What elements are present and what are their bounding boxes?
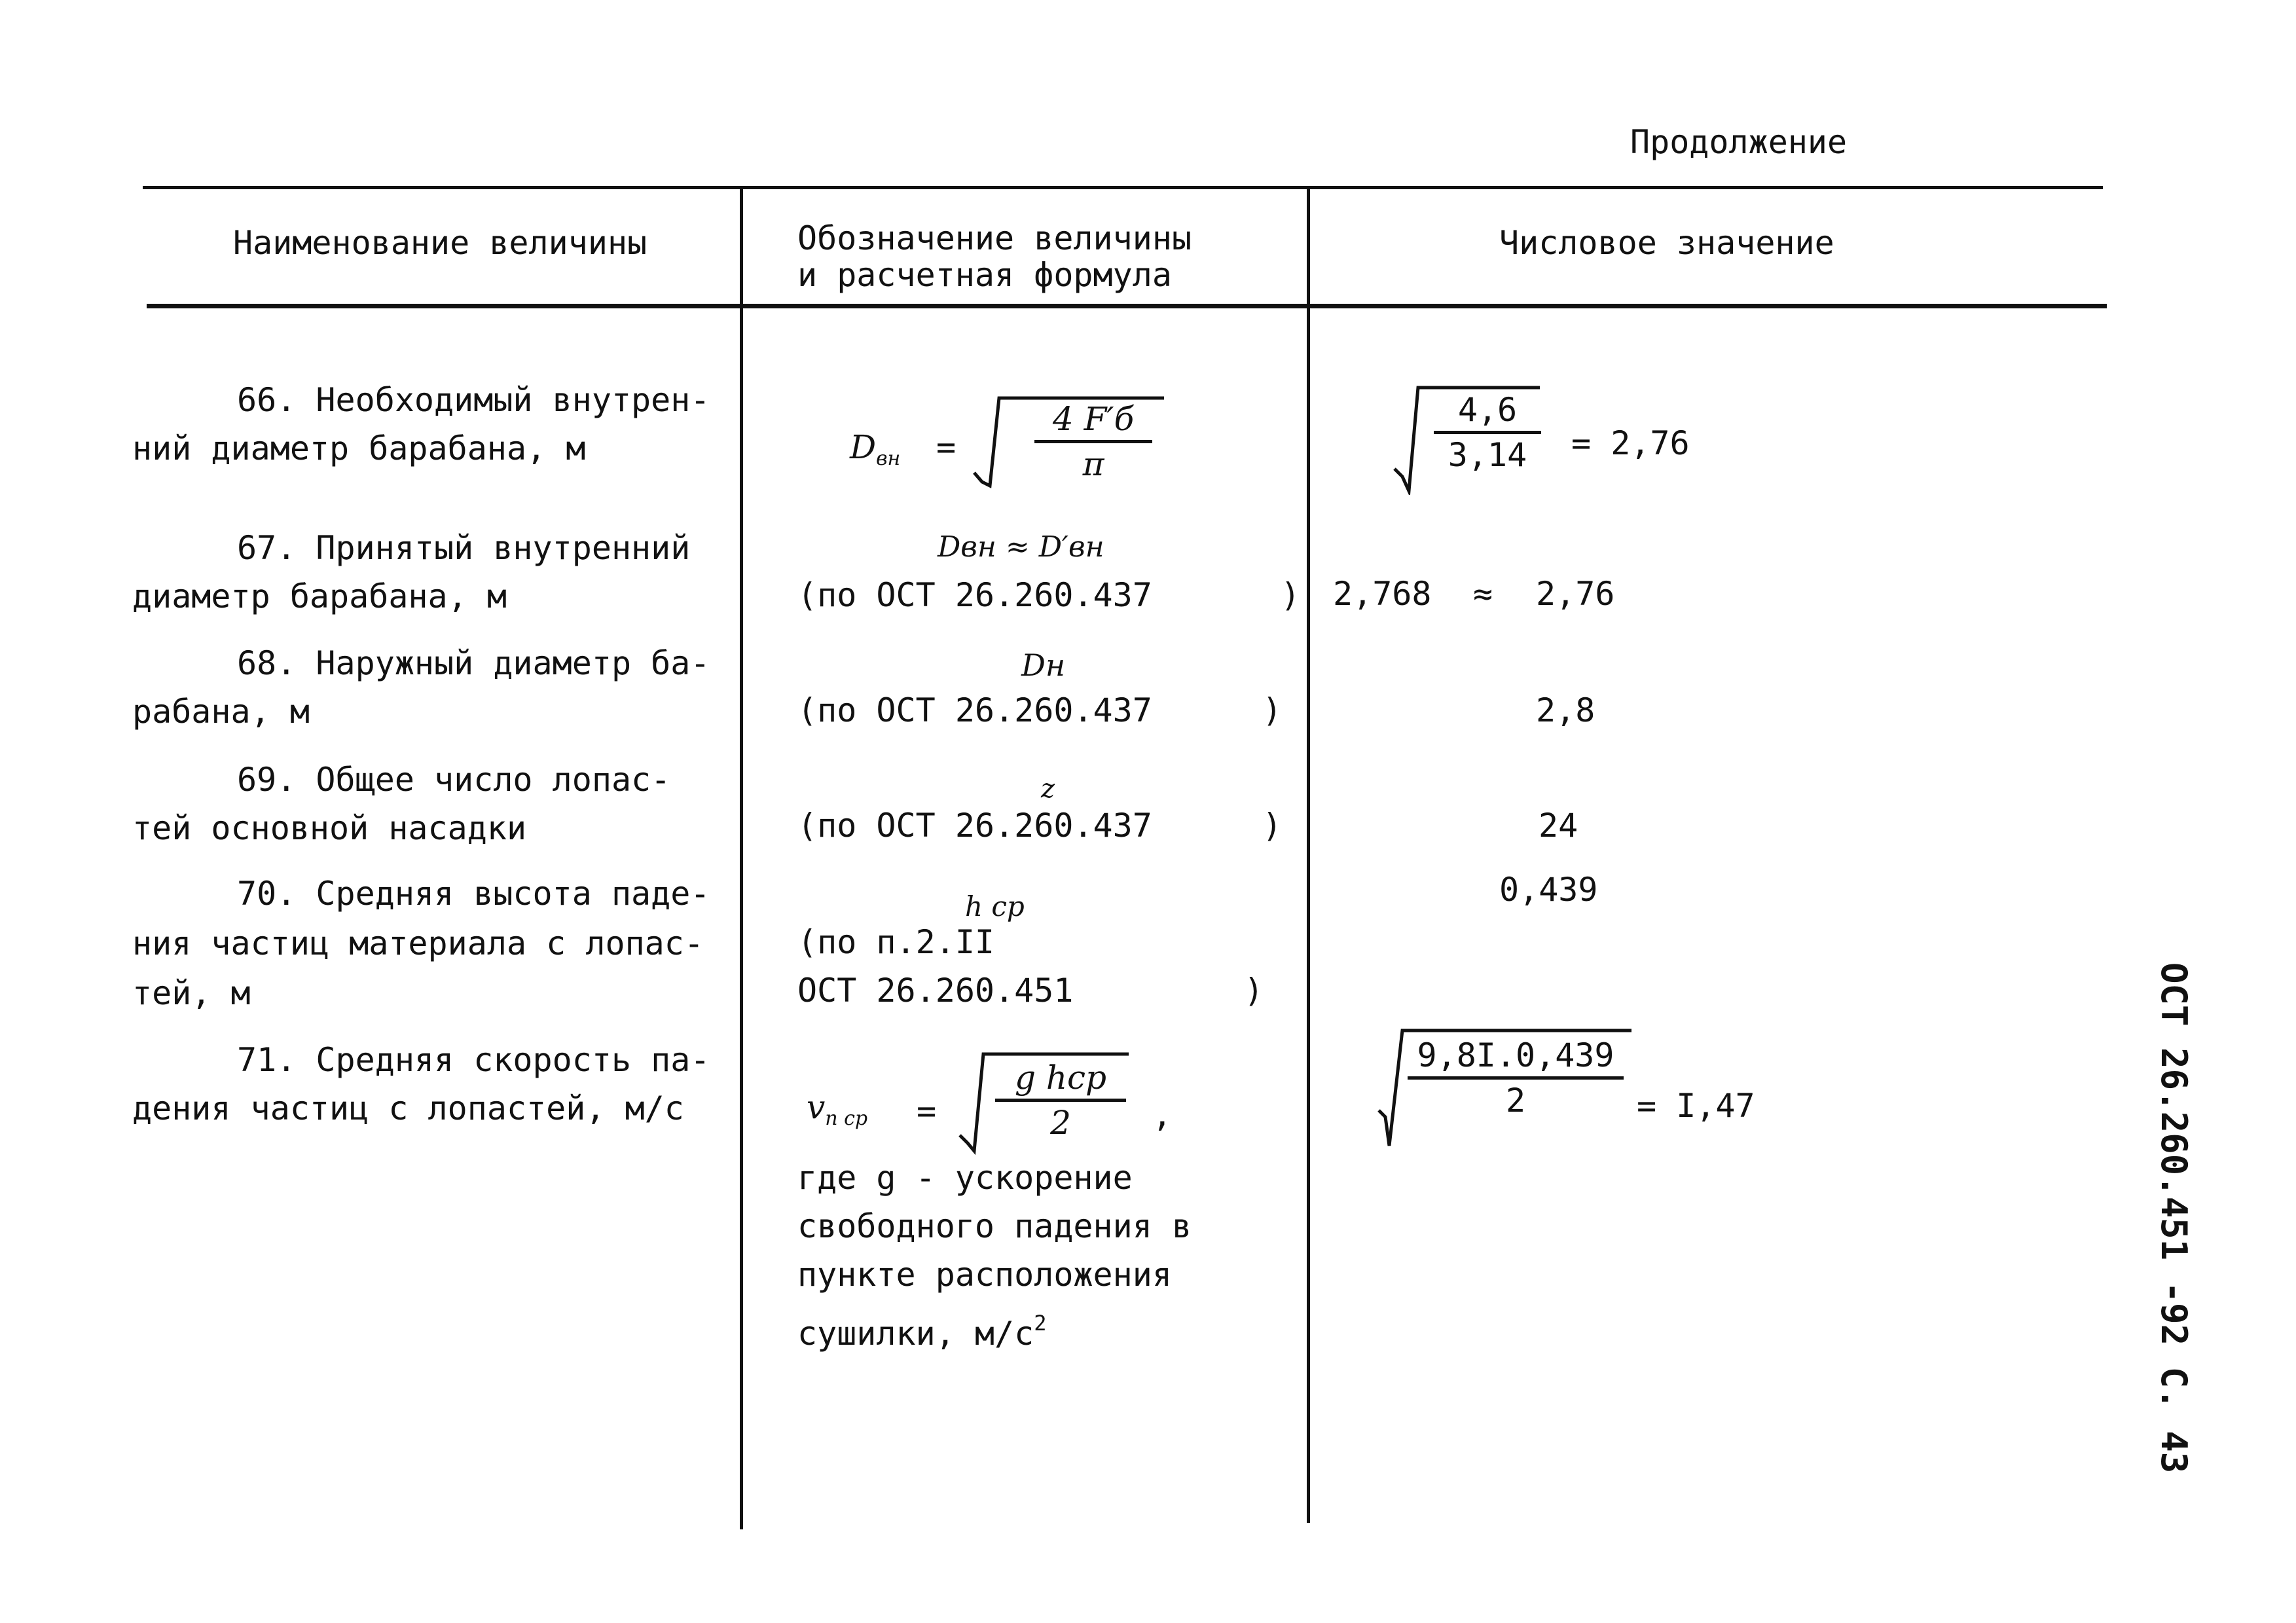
row-67-formula-symbol: Dвн ≈ D′вн xyxy=(938,530,1104,564)
row-68-value: 2,8 xyxy=(1536,691,1595,729)
row-68-formula-close: ) xyxy=(1262,691,1283,729)
row-70-value: 0,439 xyxy=(1499,871,1598,909)
column-header-name: Наименование величины xyxy=(233,224,647,262)
row-71-formula-eq: = xyxy=(917,1092,937,1130)
continuation-label: Продолжение xyxy=(1630,123,1848,161)
row-69-formula-symbol: z xyxy=(1041,774,1055,804)
row-67-name-line1: 67. Принятый внутренний xyxy=(237,529,691,567)
row-70-formula-reference-1: (по п.2.II xyxy=(797,923,995,961)
row-71-formula-denominator: 2 xyxy=(1050,1104,1071,1142)
row-69-formula-reference: (по ОСТ 26.260.437 xyxy=(797,807,1152,845)
row-67-value-right: 2,76 xyxy=(1536,575,1615,613)
row-71-name-line2: дения частиц с лопастей, м/с xyxy=(132,1089,684,1127)
row-69-name-line1: 69. Общее число лопас- xyxy=(237,761,671,799)
row-68-name-line1: 68. Наружный диаметр ба- xyxy=(237,644,710,682)
column-header-formula-1: Обозначение величины xyxy=(797,219,1192,257)
row-71-note-line2: свободного падения в xyxy=(797,1207,1192,1245)
row-68-formula-symbol: Dн xyxy=(1021,647,1066,683)
column-divider-2 xyxy=(1307,186,1310,1523)
row-67-value-approx: ≈ xyxy=(1473,575,1493,613)
row-69-formula-close: ) xyxy=(1262,807,1283,845)
row-71-formula-fraction xyxy=(995,1057,1126,1144)
row-66-formula-eq: = xyxy=(936,428,957,466)
row-67-formula-reference: (по ОСТ 26.260.437 xyxy=(797,576,1152,614)
row-66-value-denominator: 3,14 xyxy=(1448,436,1527,474)
row-70-formula-symbol: h ср xyxy=(965,890,1025,922)
row-71-value-denominator: 2 xyxy=(1505,1082,1526,1120)
row-66-formula-denominator: π xyxy=(1082,445,1104,483)
row-66-value-result: = 2,76 xyxy=(1571,424,1690,462)
row-71-formula-numerator: g hср xyxy=(1014,1059,1107,1097)
row-66-value-numerator: 4,6 xyxy=(1457,391,1518,429)
row-67-formula-close: ) xyxy=(1281,576,1301,614)
row-71-note-line1: где g - ускорение xyxy=(797,1159,1133,1197)
row-71-formula-comma: , xyxy=(1152,1096,1173,1134)
row-70-name-line1: 70. Средняя высота паде- xyxy=(237,875,710,913)
table-top-rule xyxy=(143,186,2103,189)
row-68-name-line2: рабана, м xyxy=(132,693,310,731)
row-70-name-line2: ния частиц материала с лопас- xyxy=(132,924,704,962)
row-70-formula-close: ) xyxy=(1244,972,1264,1010)
header-bottom-rule xyxy=(147,304,2107,308)
column-header-value: Числовое значение xyxy=(1499,224,1834,262)
row-66-formula-lhs: $D_{вн}$ xyxy=(850,428,901,470)
row-71-name-line1: 71. Средняя скорость па- xyxy=(237,1041,710,1079)
row-66-name-line1: 66. Необходимый внутрен- xyxy=(237,381,710,419)
row-70-formula-reference-2: ОСТ 26.260.451 xyxy=(797,972,1074,1010)
row-71-value-numerator: 9,8I.0,439 xyxy=(1417,1036,1614,1074)
row-68-formula-reference: (по ОСТ 26.260.437 xyxy=(797,691,1152,729)
row-71-formula-lhs: $v_{п ср}$ xyxy=(807,1088,868,1130)
row-70-name-line3: тей, м xyxy=(132,974,251,1012)
row-67-name-line2: диаметр барабана, м xyxy=(132,577,507,615)
row-69-value: 24 xyxy=(1539,807,1578,845)
column-divider-1 xyxy=(740,186,743,1529)
row-66-formula-fraction xyxy=(1034,398,1152,485)
row-71-value-result: = I,47 xyxy=(1637,1087,1755,1125)
row-66-value-fraction xyxy=(1434,389,1541,476)
side-document-stamp: ОСТ 26.260.451 -92 С. 43 xyxy=(2153,962,2195,1474)
row-71-note-line4: сушилки, $м/с^2$ xyxy=(797,1311,1047,1353)
column-header-formula-2: и расчетная формула xyxy=(797,256,1172,294)
row-66-formula-numerator: 4 F′б xyxy=(1052,400,1135,438)
row-67-value-left: 2,768 xyxy=(1333,575,1432,613)
row-71-note-line3: пункте расположения xyxy=(797,1256,1172,1294)
row-69-name-line2: тей основной насадки xyxy=(132,809,527,847)
row-71-value-fraction xyxy=(1408,1034,1624,1122)
row-66-name-line2: ний диаметр барабана, м xyxy=(132,429,586,467)
